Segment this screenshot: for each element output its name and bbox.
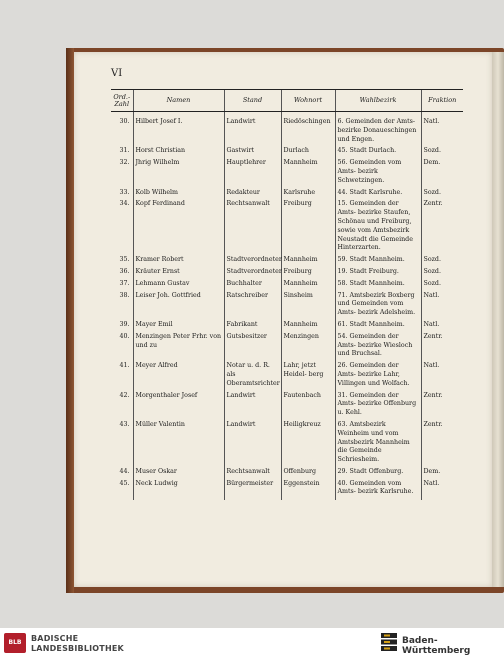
member-faction: Sozd. [421,147,463,159]
library-name-line1: BADISCHE [31,634,79,643]
electoral-district: 19. Stadt Freiburg. [335,268,421,280]
member-name: Hilbert Josef I. [133,118,224,147]
page-edges [492,52,504,587]
member-faction: Natl. [421,292,463,321]
header-name: Namen [133,90,224,112]
member-residence: Mannheim [281,256,335,268]
member-name: Kopf Ferdinand [133,200,224,256]
table-row [111,189,463,201]
member-occupation: Stadtverordneter [224,268,281,280]
member-occupation: Hauptlehrer [224,159,281,188]
member-occupation: Stadtverordneter [224,256,281,268]
electoral-district: 31. Gemeinden der Amts- bezirke Offenburg u. Kehl. [335,392,421,421]
member-residence: Heiligkreuz [281,421,335,468]
member-faction: Dem. [421,468,463,480]
electoral-district: 61. Stadt Mannheim. [335,321,421,333]
row-number: 34. [119,200,130,208]
table-row [111,268,463,280]
member-occupation: Landwirt [224,421,281,468]
table-row [111,200,463,256]
state-name: Baden-Württemberg [402,636,471,656]
member-occupation: Gutsbesitzer [224,333,281,362]
member-residence: Freiburg [281,268,335,280]
member-name: Leiser Joh. Gottfried [133,292,224,321]
table-row [111,321,463,333]
table-header-row [111,90,463,112]
member-residence: Mannheim [281,321,335,333]
table-row [111,362,463,391]
row-number: 33. [119,188,130,196]
electoral-district: 63. Amtsbezirk Weinheim und vom Amtsbezirk Mannheim die Gemeinde Schriesheim. [335,421,421,468]
table-row [111,468,463,480]
member-faction: Zentr. [421,392,463,421]
electoral-district: 29. Stadt Offenburg. [335,468,421,480]
table-row [111,480,463,501]
table-row [111,159,463,188]
member-name: Muser Oskar [133,468,224,480]
member-occupation: Gastwirt [224,147,281,159]
row-number: 39. [119,320,130,328]
member-occupation: Fabrikant [224,321,281,333]
member-residence: Sinsheim [281,292,335,321]
member-occupation: Landwirt [224,392,281,421]
row-number: 31. [119,147,130,155]
header-nr: Ord.- Zahl [111,90,133,112]
members-table [111,89,463,500]
member-residence: Karlsruhe [281,189,335,201]
member-faction: Sozd. [421,189,463,201]
member-name: Kolb Wilhelm [133,189,224,201]
row-number: 43. [119,420,130,428]
member-name: Lehmann Gustav [133,280,224,292]
row-number: 36. [119,267,130,275]
member-name: Neck Ludwig [133,480,224,501]
member-faction: Dem. [421,159,463,188]
electoral-district: 6. Gemeinden der Amts- bezirke Donaueschingen und Engen. [335,118,421,147]
member-residence: Mannheim [281,159,335,188]
member-faction: Natl. [421,362,463,391]
table-row [111,333,463,362]
row-number: 30. [119,118,130,125]
member-faction: Sozd. [421,256,463,268]
table-row [111,118,463,147]
row-number: 44. [119,467,130,475]
table-row [111,292,463,321]
electoral-district: 45. Stadt Durlach. [335,147,421,159]
page-number: VI [111,68,123,79]
member-residence: Menzingen [281,333,335,362]
member-occupation: Notar u. d. R. als Oberamtsrichter [224,362,281,391]
member-name: Kräuter Ernst [133,268,224,280]
member-residence: Eggenstein [281,480,335,501]
header-wohnort: Wohnort [281,90,335,112]
member-faction: Natl. [421,321,463,333]
member-name: Mayer Emil [133,321,224,333]
member-faction: Sozd. [421,280,463,292]
table-row [111,392,463,421]
member-occupation: Redakteur [224,189,281,201]
blb-logo: BLB [4,633,26,653]
electoral-district: 26. Gemeinden der Amts- bezirke Lahr, Villingen und Wolfach. [335,362,421,391]
member-name: Müller Valentin [133,421,224,468]
row-number: 35. [119,256,130,264]
member-faction: Zentr. [421,333,463,362]
member-residence: Lahr, jetzt Heidel- berg [281,362,335,391]
member-name: Kramer Robert [133,256,224,268]
member-faction: Natl. [421,118,463,147]
table-body [111,112,463,501]
member-faction: Sozd. [421,268,463,280]
electoral-district: 59. Stadt Mannheim. [335,256,421,268]
row-number: 37. [119,279,130,287]
member-occupation: Rechtsanwalt [224,200,281,256]
row-number: 32. [119,159,130,167]
member-name: Horst Christian [133,147,224,159]
member-occupation: Buchhalter [224,280,281,292]
header-stand: Stand [224,90,281,112]
member-name: Jhrig Wilhelm [133,159,224,188]
table-row [111,280,463,292]
baden-wuerttemberg-lions-icon [380,632,398,652]
member-faction: Natl. [421,480,463,501]
member-residence: Freiburg [281,200,335,256]
member-occupation: Rechtsanwalt [224,468,281,480]
table-row [111,421,463,468]
electoral-district: 15. Gemeinden der Amts- bezirke Staufen, Schönau und Freiburg, sowie vom Amtsbezirk Neustadt die Gemeinde Hinterzarten. [335,200,421,256]
member-name: Menzingen Peter Frhr. von und zu [133,333,224,362]
member-faction: Zentr. [421,200,463,256]
header-fraktion: Fraktion [421,90,463,112]
row-number: 40. [119,332,130,340]
row-number: 38. [119,291,130,299]
electoral-district: 56. Gemeinden vom Amts- bezirk Schwetzingen. [335,159,421,188]
electoral-district: 71. Amtsbezirk Boxberg und Gemeinden vom Amts- bezirk Adelsheim. [335,292,421,321]
electoral-district: 40. Gemeinden vom Amts- bezirk Karlsruhe. [335,480,421,501]
table-row [111,256,463,268]
electoral-district: 44. Stadt Karlsruhe. [335,189,421,201]
member-residence: Durlach [281,147,335,159]
member-occupation: Bürgermeister [224,480,281,501]
member-faction: Zentr. [421,421,463,468]
member-name: Morgenthaler Josef [133,392,224,421]
electoral-district: 54. Gemeinden der Amts- bezirke Wiesloch und Bruchsal. [335,333,421,362]
member-residence: Offenburg [281,468,335,480]
electoral-district: 58. Stadt Mannheim. [335,280,421,292]
row-number: 42. [119,391,130,399]
member-occupation: Ratschreiber [224,292,281,321]
row-number: 41. [119,362,130,370]
library-name-line2: LANDESBIBLIOTHEK [31,644,124,653]
member-residence: Fautenbach [281,392,335,421]
header-wahlbezirk: Wahlbezirk [335,90,421,112]
member-occupation: Landwirt [224,118,281,147]
member-residence: Mannheim [281,280,335,292]
table-row [111,147,463,159]
row-number: 45. [119,479,130,487]
member-name: Meyer Alfred [133,362,224,391]
member-residence: Riedöschingen [281,118,335,147]
book-spine-edge [66,48,74,593]
